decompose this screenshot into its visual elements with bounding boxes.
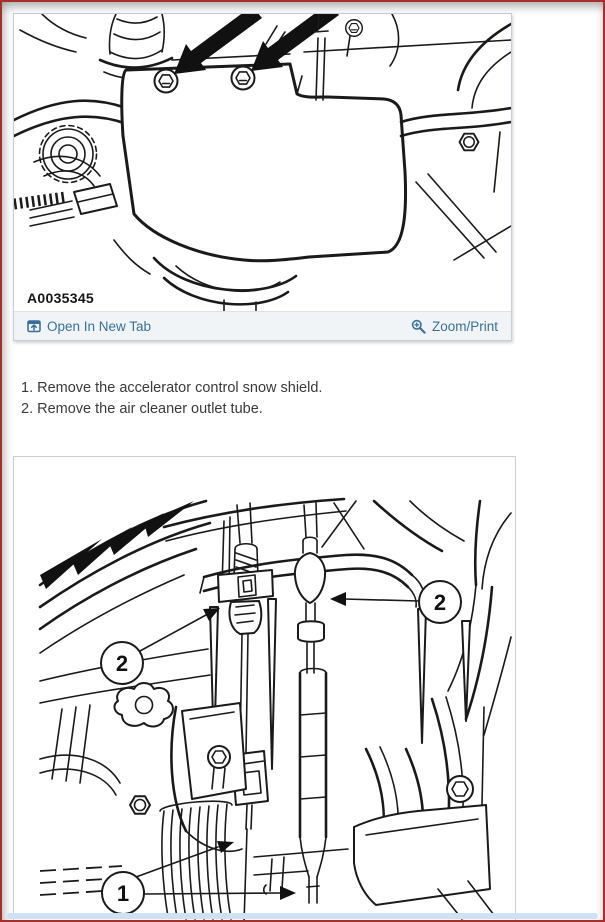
open-in-new-tab-icon xyxy=(27,319,41,333)
zoom-magnifier-icon xyxy=(411,319,426,334)
figure1-id-label: A0035345 xyxy=(27,290,95,306)
horizontal-scrollbar[interactable] xyxy=(7,913,598,919)
wiring-connector xyxy=(14,184,117,226)
svg-text:2: 2 xyxy=(433,590,447,615)
zoom-print-label: Zoom/Print xyxy=(431,318,498,334)
instruction-step-1: 1. Remove the accelerator control snow shield. xyxy=(21,380,323,396)
snow-shield-outline xyxy=(122,64,406,261)
callout-2-right xyxy=(330,581,461,623)
pointer-arrow-right xyxy=(251,14,339,71)
open-in-new-tab-label: Open In New Tab xyxy=(47,318,152,334)
ribbed-cylinder xyxy=(160,801,232,919)
zoom-print-link[interactable] xyxy=(411,319,498,334)
instruction-step-2: 2. Remove the air cleaner outlet tube. xyxy=(21,401,263,417)
lower-bracket-lines xyxy=(254,849,348,894)
manifold-runner-lines xyxy=(40,501,210,653)
shield-nut-right xyxy=(232,67,255,90)
figure2-image xyxy=(14,457,515,922)
figure1-panel xyxy=(13,13,512,341)
instruction-list xyxy=(21,378,322,420)
figure2-panel xyxy=(13,456,516,922)
svg-text:1: 1 xyxy=(116,881,130,906)
engine-right-lower xyxy=(354,697,494,919)
figure1-drawing xyxy=(14,14,511,311)
oil-filler-cap xyxy=(40,126,97,183)
figure2-drawing xyxy=(14,457,515,922)
figure1-image xyxy=(14,14,511,311)
figure1-toolbar xyxy=(14,311,511,340)
open-in-new-tab-link[interactable] xyxy=(27,319,151,334)
svg-text:2: 2 xyxy=(115,651,129,676)
callout-2-left xyxy=(101,608,220,684)
shield-nut-left xyxy=(155,70,178,93)
cruise-cable-assembly xyxy=(295,537,326,903)
